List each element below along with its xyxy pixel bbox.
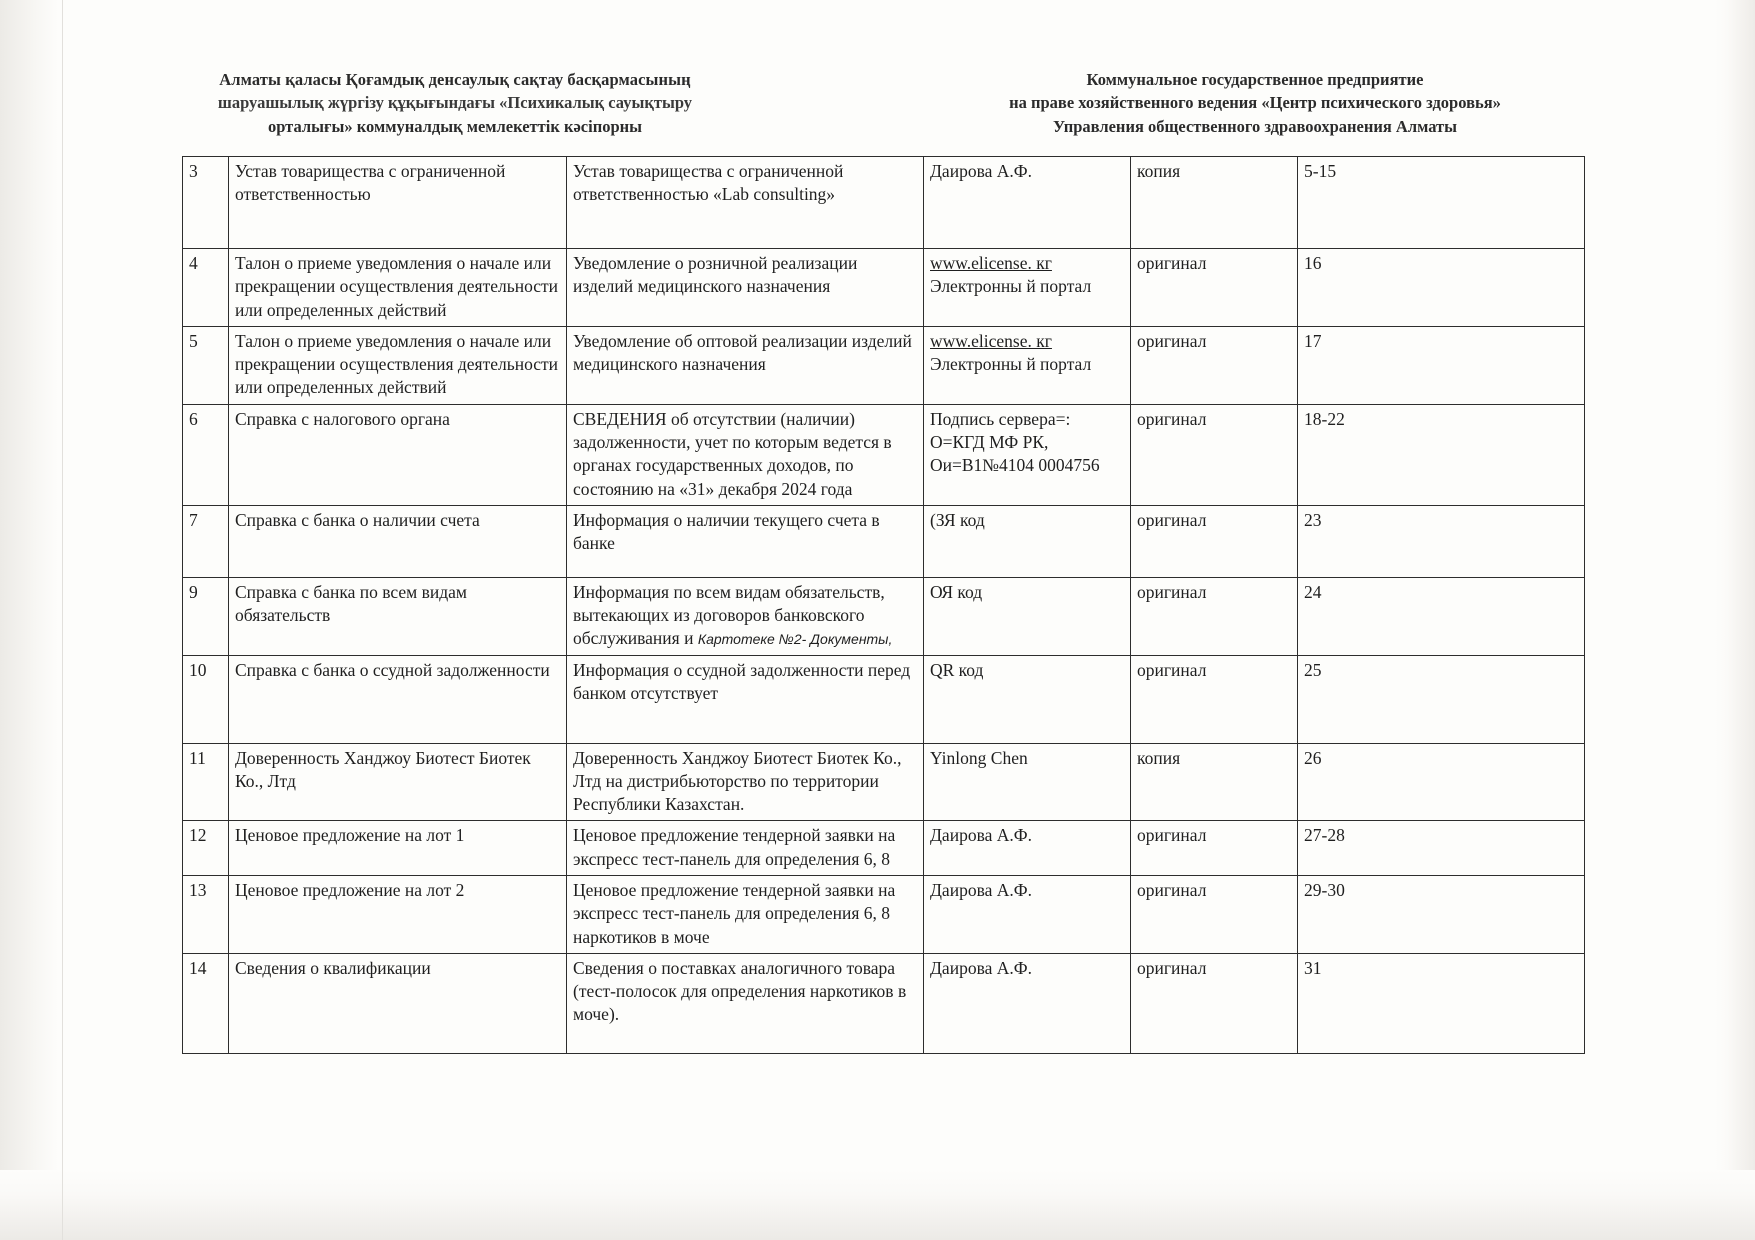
signer: Yinlong Chen	[924, 743, 1131, 821]
document-description: СВЕДЕНИЯ об отсутствии (наличии) задолженности, учет по которым ведется в органах государственных доходов, по состоянию на «31» декабря 2024 года	[567, 404, 924, 505]
table-row	[183, 326, 1585, 404]
document-description: Доверенность Ханджоу Биотест Биотек Ко., Лтд на дистрибьюторство по территории Республики Казахстан.	[567, 743, 924, 821]
document-name: Справка с банка о ссудной задолженности	[229, 655, 567, 743]
table-row	[183, 577, 1585, 655]
copy-type: оригинал	[1131, 577, 1298, 655]
document-name: Справка с банка по всем видам обязательств	[229, 577, 567, 655]
copy-type: оригинал	[1131, 326, 1298, 404]
document-description: Сведения о поставках аналогичного товара (тест-полосок для определения наркотиков в моче).	[567, 953, 924, 1053]
document-name: Ценовое предложение на лот 2	[229, 875, 567, 953]
signer	[924, 249, 1131, 327]
header-kazakh-line-1: Алматы қаласы Қоғамдық денсаулық сақтау басқармасының	[219, 70, 691, 89]
header-russian-line-1: Коммунальное государственное предприятие	[1086, 70, 1424, 89]
row-number: 5	[183, 326, 229, 404]
page-range: 31	[1298, 953, 1585, 1053]
document-description: Уведомление об оптовой реализации изделий медицинского назначения	[567, 326, 924, 404]
document-description: Информация о ссудной задолженности перед банком отсутствует	[567, 655, 924, 743]
page-range: 26	[1298, 743, 1585, 821]
row-number: 4	[183, 249, 229, 327]
page-range: 17	[1298, 326, 1585, 404]
page-range: 5-15	[1298, 157, 1585, 249]
document-name: Сведения о квалификации	[229, 953, 567, 1053]
page-range: 16	[1298, 249, 1585, 327]
signer	[924, 326, 1131, 404]
document-name: Справка с налогового органа	[229, 404, 567, 505]
row-number: 10	[183, 655, 229, 743]
page-range: 25	[1298, 655, 1585, 743]
table-row	[183, 875, 1585, 953]
table-row	[183, 157, 1585, 249]
header-russian	[945, 68, 1565, 138]
document-description: Ценовое предложение тендерной заявки на экспресс тест-панель для определения 6, 8	[567, 821, 924, 876]
document-description: Ценовое предложение тендерной заявки на экспресс тест-панель для определения 6, 8 наркотиков в моче	[567, 875, 924, 953]
document-name: Талон о приеме уведомления о начале или прекращении осуществления деятельности или определенных действий	[229, 249, 567, 327]
signer-subtitle: Электронны й портал	[930, 354, 1092, 375]
table-row	[183, 821, 1585, 876]
signer: Даирова А.Ф.	[924, 157, 1131, 249]
signer: Даирова А.Ф.	[924, 875, 1131, 953]
row-number: 13	[183, 875, 229, 953]
row-number: 12	[183, 821, 229, 876]
table-row	[183, 404, 1585, 505]
elicense-link[interactable]: www.elicense. кг	[930, 253, 1052, 273]
signer: QR код	[924, 655, 1131, 743]
row-number: 6	[183, 404, 229, 505]
header-russian-line-3: Управления общественного здравоохранения Алматы	[1052, 116, 1458, 136]
signer: Даирова А.Ф.	[924, 821, 1131, 876]
row-number: 3	[183, 157, 229, 249]
document-header	[175, 68, 1575, 138]
signer	[924, 404, 1131, 505]
document-description: Уведомление о розничной реализации изделий медицинского назначения	[567, 249, 924, 327]
document-name: Доверенность Ханджоу Биотест Биотек Ко., Лтд	[229, 743, 567, 821]
row-number: 9	[183, 577, 229, 655]
document-name: Устав товарищества с ограниченной ответственностью	[229, 157, 567, 249]
table-row	[183, 953, 1585, 1053]
header-kazakh	[175, 68, 735, 138]
description-main: Информация по всем видам обязательств, вытекающих из договоров банковского обслуживания и	[573, 581, 885, 649]
copy-type: оригинал	[1131, 821, 1298, 876]
document-description	[567, 577, 924, 655]
server-signature-org: O=КГД МФ РК,	[930, 432, 1049, 453]
document-description: Информация о наличии текущего счета в банке	[567, 505, 924, 577]
copy-type: оригинал	[1131, 404, 1298, 505]
table-row	[183, 743, 1585, 821]
copy-type: оригинал	[1131, 249, 1298, 327]
page-range: 23	[1298, 505, 1585, 577]
table-row	[183, 249, 1585, 327]
page-range: 18-22	[1298, 404, 1585, 505]
copy-type: оригинал	[1131, 953, 1298, 1053]
document-name: Ценовое предложение на лот 1	[229, 821, 567, 876]
signer: Даирова А.Ф.	[924, 953, 1131, 1053]
documents-table	[182, 156, 1585, 1054]
header-kazakh-line-3: орталығы» коммуналдық мемлекеттік кәсіпорны	[267, 116, 643, 136]
copy-type: оригинал	[1131, 875, 1298, 953]
document-description: Устав товарищества с ограниченной ответственностью «Lab consulting»	[567, 157, 924, 249]
page-range: 27-28	[1298, 821, 1585, 876]
description-italic: Картотеке №2- Документы,	[697, 631, 893, 648]
page-range: 29-30	[1298, 875, 1585, 953]
header-kazakh-line-2: шаруашылық жүргізу құқығындағы «Психикалық сауықтыру	[217, 93, 693, 113]
row-number: 11	[183, 743, 229, 821]
signer-subtitle: Электронны й портал	[930, 276, 1092, 297]
table-row	[183, 655, 1585, 743]
elicense-link[interactable]: www.elicense. кг	[930, 330, 1052, 351]
server-signature-id: Ои=В1№4104 0004756	[930, 455, 1100, 476]
document-name: Талон о приеме уведомления о начале или прекращении осуществления деятельности или определенных действий	[229, 326, 567, 404]
signer: (ЗЯ код	[924, 505, 1131, 577]
copy-type: оригинал	[1131, 655, 1298, 743]
row-number: 14	[183, 953, 229, 1053]
copy-type: копия	[1131, 157, 1298, 249]
copy-type: оригинал	[1131, 505, 1298, 577]
signer: ОЯ код	[924, 577, 1131, 655]
document-name: Справка с банка о наличии счета	[229, 505, 567, 577]
copy-type: копия	[1131, 743, 1298, 821]
table-row	[183, 505, 1585, 577]
header-russian-line-2: на праве хозяйственного ведения «Центр психического здоровья»	[1009, 93, 1501, 113]
server-signature-label: Подпись сервера=:	[930, 408, 1071, 429]
row-number: 7	[183, 505, 229, 577]
page-range: 24	[1298, 577, 1585, 655]
